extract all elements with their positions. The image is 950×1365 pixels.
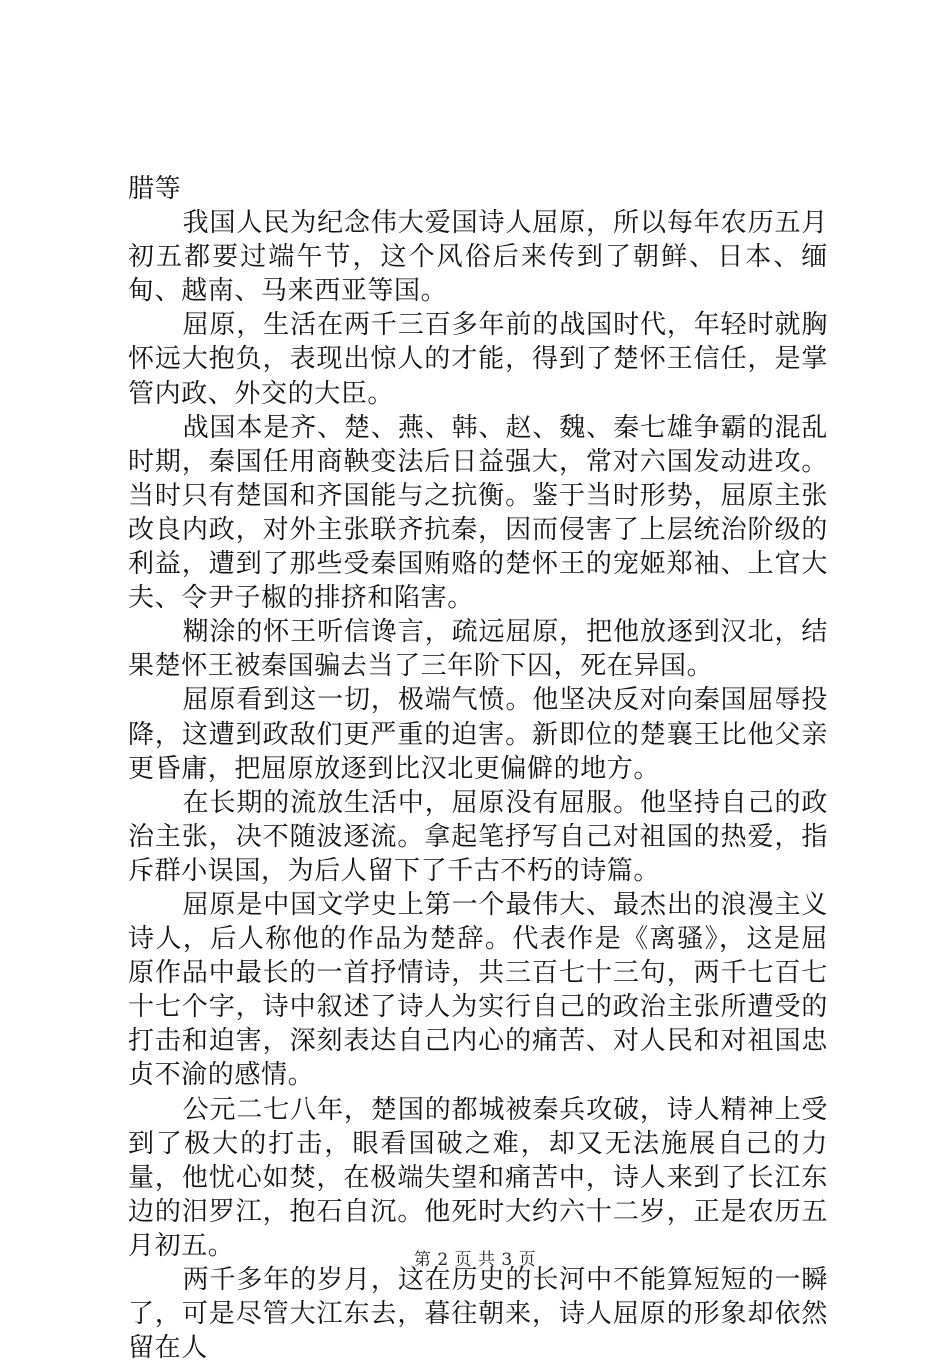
paragraph: 屈原是中国文学史上第一个最伟大、最杰出的浪漫主义诗人，后人称他的作品为楚辞。代表作是《离骚》，这是屈原作品中最长的一首抒情诗，共三百七十三句，两千七百七十七个字，诗中叙述了诗人为实行自己的政治主张所遭受的打击和迫害，深刻表达自己内心的痛苦、对人民和对祖国忠贞不渝的感情。 [128,889,828,1091]
document-body [128,172,828,1365]
paragraph: 公元二七八年，楚国的都城被秦兵攻破，诗人精神上受到了极大的打击，眼看国破之难，却又无法施展自己的力量，他忧心如焚，在极端失望和痛苦中，诗人来到了长江东边的汨罗江，抱石自沉。他死时大约六十二岁，正是农历五月初五。 [128,1094,828,1261]
paragraph-continuation: 腊等 [128,174,182,204]
paragraph: 屈原，生活在两千三百多年前的战国时代，年轻时就胸怀远大抱负，表现出惊人的才能，得到了楚怀王信任，是掌管内政、外交的大臣。 [128,310,828,409]
paragraph: 糊涂的怀王听信谗言，疏远屈原，把他放逐到汉北，结果楚怀王被秦国骗去当了三年阶下囚，死在异国。 [128,617,828,682]
page-number-footer: 第 2 页 共 3 页 [413,1250,537,1270]
paragraph: 在长期的流放生活中，屈原没有屈服。他坚持自己的政治主张，决不随波逐流。拿起笔抒写自己对祖国的热爱，指斥群小误国，为后人留下了千古不朽的诗篇。 [128,787,828,886]
paragraph: 两千多年的岁月，这在历史的长河中不能算短短的一瞬了，可是尽管大江东去，暮往朝来，诗人屈原的形象却依然留在人 [128,1265,828,1364]
paragraph: 战国本是齐、楚、燕、韩、赵、魏、秦七雄争霸的混乱时期，秦国任用商鞅变法后日益强大，常对六国发动进攻。当时只有楚国和齐国能与之抗衡。鉴于当时形势，屈原主张改良内政，对外主张联齐抗秦，因而侵害了上层统治阶级的利益，遭到了那些受秦国贿赂的楚怀王的宠姬郑袖、上官大夫、令尹子椒的排挤和陷害。 [128,412,828,614]
paragraph: 我国人民为纪念伟大爱国诗人屈原，所以每年农历五月初五都要过端午节，这个风俗后来传到了朝鲜、日本、缅甸、越南、马来西亚等国。 [128,208,828,307]
paragraph: 屈原看到这一切，极端气愤。他坚决反对向秦国屈辱投降，这遭到政敌们更严重的迫害。新即位的楚襄王比他父亲更昏庸，把屈原放逐到比汉北更偏僻的地方。 [128,685,828,784]
